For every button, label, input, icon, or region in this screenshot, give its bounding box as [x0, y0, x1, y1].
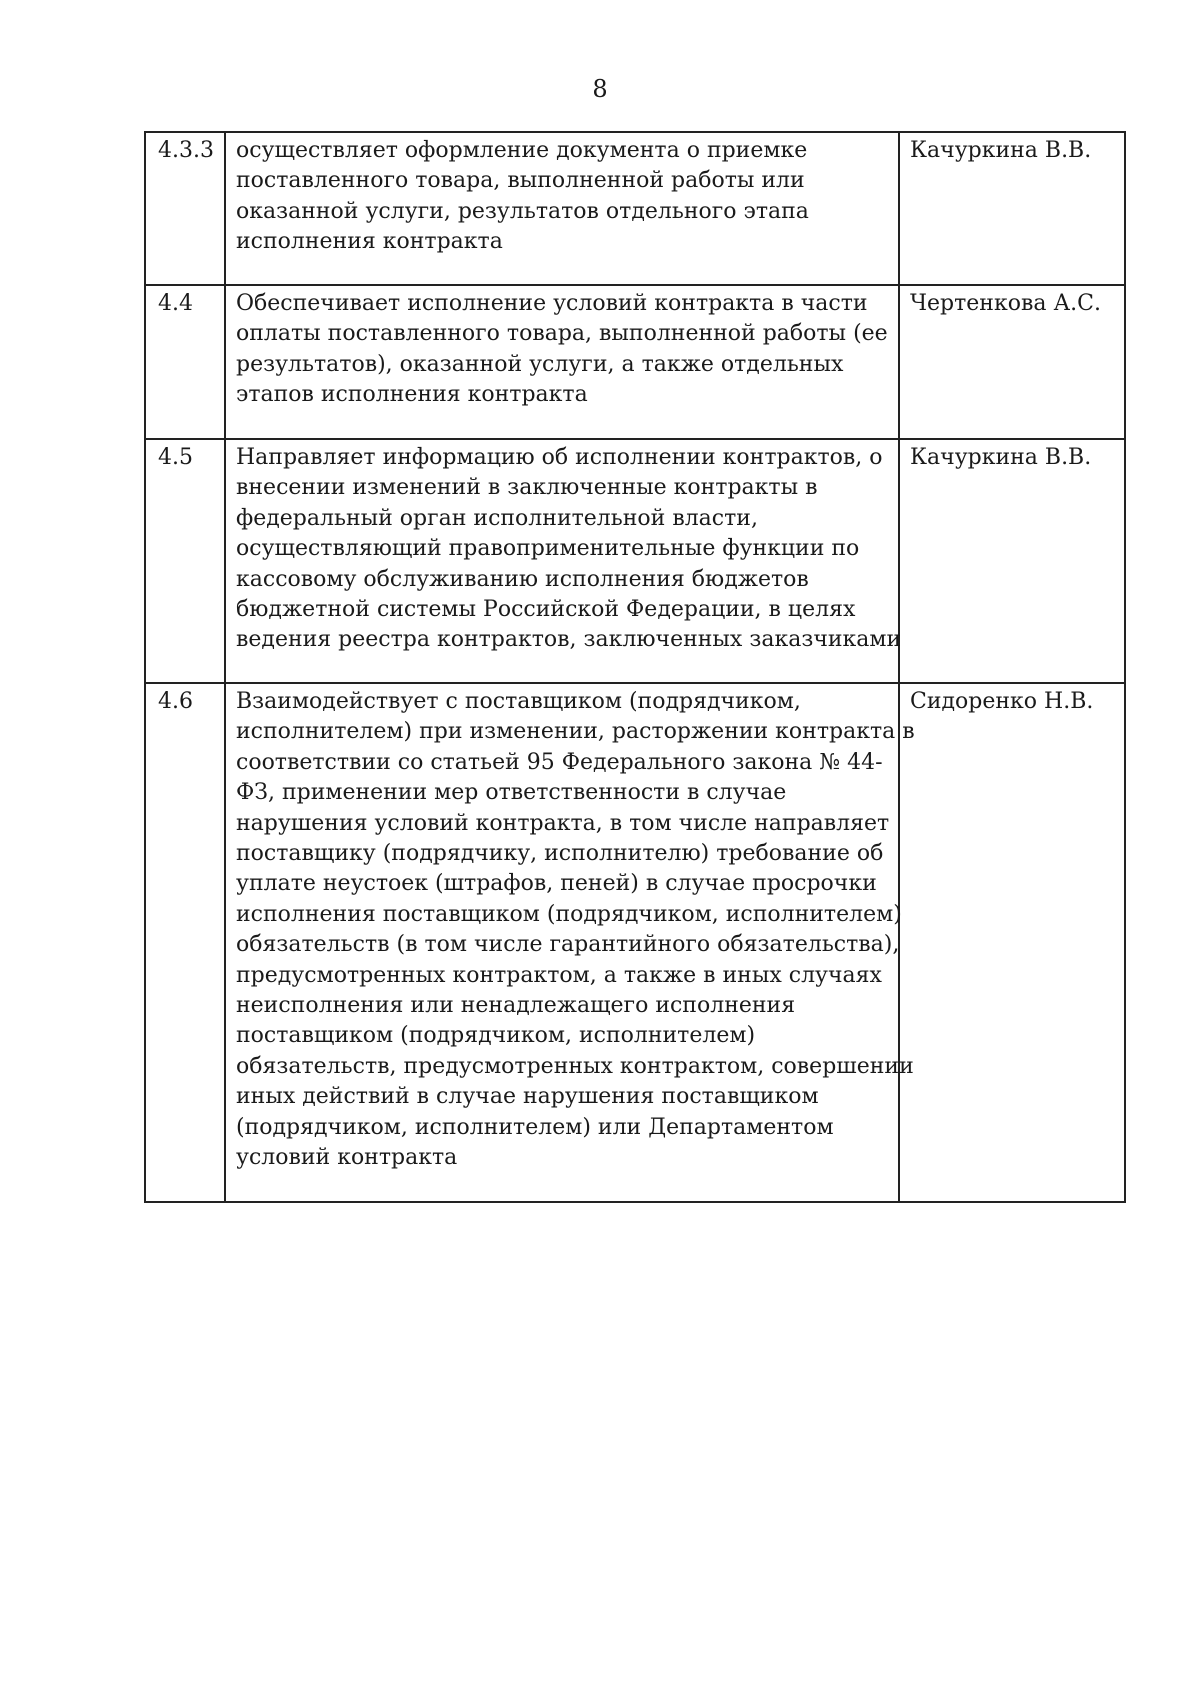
- description-line: ФЗ, применении мер ответственности в случае: [236, 780, 787, 806]
- description-line: поставщиком (подрядчиком, исполнителем): [236, 1023, 756, 1049]
- item-description: [226, 133, 898, 258]
- description-line: неисполнения или ненадлежащего исполнения: [236, 993, 796, 1019]
- responsible-person: Качуркина В.В.: [910, 138, 1092, 163]
- description-line: оказанной услуги, результатов отдельного этапа: [236, 198, 809, 224]
- description-line: уплате неустоек (штрафов, пеней) в случае просрочки: [236, 871, 877, 897]
- item-number-cell: [145, 683, 225, 1202]
- description-line: соответствии со статьей 95 Федерального закона № 44-: [236, 749, 883, 775]
- responsible-person: Качуркина В.В.: [910, 445, 1092, 470]
- description-line: условий контракта: [236, 1145, 458, 1171]
- responsible-cell: [899, 683, 1125, 1202]
- item-number-cell: [145, 439, 225, 683]
- description-line: Обеспечивает исполнение условий контракта в части: [236, 291, 868, 316]
- table-row: [145, 285, 1125, 439]
- description-line: обязательств, предусмотренных контрактом, совершении: [236, 1053, 914, 1079]
- item-number: 4.5: [158, 445, 193, 470]
- responsible-person: Сидоренко Н.В.: [910, 689, 1094, 714]
- item-description: [226, 440, 902, 656]
- duties-table: [144, 131, 1126, 1203]
- item-number: 4.4: [158, 291, 193, 316]
- description-line: Направляет информацию об исполнении контрактов, о: [236, 445, 883, 470]
- table-row: [145, 683, 1125, 1202]
- item-number-cell: [145, 285, 225, 439]
- item-number: 4.6: [158, 689, 193, 714]
- item-description: [226, 286, 898, 411]
- description-line: Взаимодействует с поставщиком (подрядчиком,: [236, 689, 801, 714]
- item-number-cell: [145, 132, 225, 285]
- description-line: исполнителем) при изменении, расторжении контракта в: [236, 719, 915, 745]
- description-line: иных действий в случае нарушения поставщиком: [236, 1084, 819, 1110]
- description-line: поставленного товара, выполненной работы или: [236, 168, 805, 194]
- description-line: предусмотренных контрактом, а также в иных случаях: [236, 962, 882, 988]
- description-line: результатов), оказанной услуги, а также отдельных: [236, 351, 844, 377]
- responsible-cell: [899, 132, 1125, 285]
- description-line: нарушения условий контракта, в том числе направляет: [236, 810, 890, 836]
- description-line: осуществляющий правоприменительные функции по: [236, 536, 860, 562]
- table-row: [145, 439, 1125, 683]
- description-line: бюджетной системы Российской Федерации, в целях: [236, 597, 856, 623]
- description-line: поставщику (подрядчику, исполнителю) требование об: [236, 841, 884, 867]
- item-description-cell: [225, 132, 899, 285]
- item-description-cell: [225, 285, 899, 439]
- responsible-cell: [899, 285, 1125, 439]
- description-line: этапов исполнения контракта: [236, 382, 588, 408]
- item-number: 4.3.3: [158, 138, 214, 163]
- item-description-cell: [225, 683, 915, 1202]
- description-line: исполнения контракта: [236, 229, 503, 255]
- description-line: оплаты поставленного товара, выполненной работы (ее: [236, 321, 888, 347]
- description-line: осуществляет оформление документа о приемке: [236, 138, 808, 163]
- table-row: [145, 132, 1125, 285]
- description-line: исполнения поставщиком (подрядчиком, исполнителем): [236, 901, 902, 927]
- description-line: внесении изменений в заключенные контракты в: [236, 475, 818, 501]
- page-number: 8: [592, 75, 608, 103]
- item-description: [226, 684, 915, 1174]
- responsible-person: Чертенкова А.С.: [910, 291, 1101, 316]
- description-line: кассовому обслуживанию исполнения бюджетов: [236, 566, 809, 592]
- description-line: обязательств (в том числе гарантийного обязательства),: [236, 932, 900, 958]
- description-line: (подрядчиком, исполнителем) или Департаментом: [236, 1114, 834, 1140]
- responsible-cell: [899, 439, 1125, 683]
- description-line: ведения реестра контрактов, заключенных заказчиками: [236, 627, 902, 653]
- description-line: федеральный орган исполнительной власти,: [236, 505, 758, 531]
- item-description-cell: [225, 439, 902, 683]
